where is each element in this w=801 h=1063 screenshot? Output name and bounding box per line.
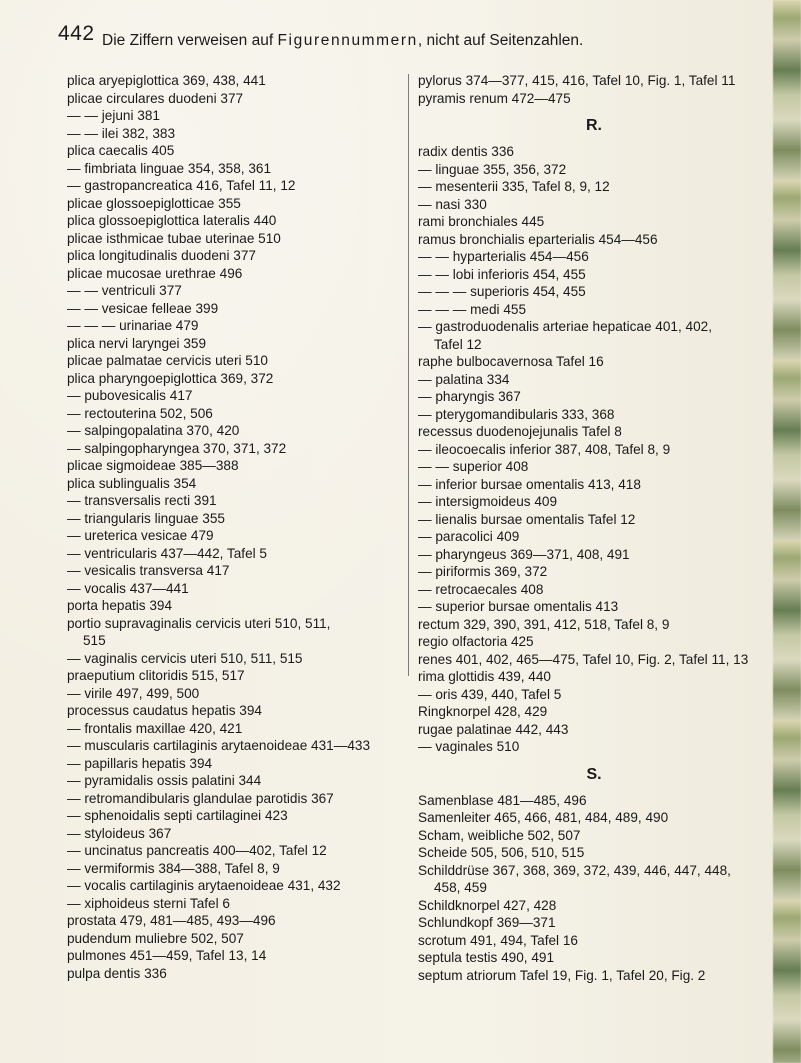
index-entry: pyramis renum 472—475 — [418, 90, 571, 106]
index-entry: — salpingopharyngea 370, 371, 372 — [67, 440, 287, 456]
index-entry: — — jejuni 381 — [67, 108, 160, 123]
index-entry: — pharyngis 367 — [418, 389, 521, 404]
index-entry: — pharyngeus 369—371, 408, 491 — [418, 546, 630, 562]
index-entry: Scheide 505, 506, 510, 515 — [418, 845, 585, 860]
index-entry: plica nervi laryngei 359 — [67, 335, 207, 351]
index-entry: recessus duodenojejunalis Tafel 8 — [418, 424, 622, 439]
index-entry: — vesicalis transversa 417 — [67, 563, 230, 578]
section-s-entries — [418, 792, 770, 985]
index-entry: portio supravaginalis cervicis uteri 510, 511, — [67, 615, 331, 631]
right-column-top-entries — [418, 72, 770, 107]
index-entry: — inferior bursae omentalis 413, 418 — [418, 476, 641, 492]
index-entry: — vocalis cartilaginis arytaenoideae 431, 432 — [67, 878, 341, 893]
index-entry: — palatina 334 — [418, 371, 510, 387]
index-entry: — frontalis maxillae 420, 421 — [67, 720, 243, 736]
index-entry: Samenleiter 465, 466, 481, 484, 489, 490 — [418, 810, 669, 825]
index-entry: — rectouterina 502, 506 — [67, 405, 213, 421]
index-entry: — gastropancreatica 416, Tafel 11, 12 — [67, 178, 296, 193]
index-entry: Samenblase 481—485, 496 — [418, 792, 587, 808]
index-entry: — uncinatus pancreatis 400—402, Tafel 12 — [67, 843, 327, 858]
index-entry: ramus bronchialis eparterialis 454—456 — [418, 231, 658, 247]
index-entry: plicae glossoepiglotticae 355 — [67, 195, 241, 211]
index-entry: porta hepatis 394 — [67, 598, 173, 613]
index-entry: Schildknorpel 427, 428 — [418, 897, 557, 913]
index-entry: plica glossoepiglottica lateralis 440 — [67, 213, 277, 228]
header-caption-start: Die Ziffern verweisen auf — [102, 32, 278, 49]
index-entry: plicae isthmicae tubae uterinae 510 — [67, 230, 281, 246]
index-entry: — — lobi inferioris 454, 455 — [418, 266, 586, 282]
index-entry: — retrocaecales 408 — [418, 581, 544, 597]
index-entry: rami bronchiales 445 — [418, 214, 545, 229]
page-edge-discoloration — [773, 0, 801, 1063]
index-entry: — vaginalis cervicis uteri 510, 511, 515 — [67, 650, 303, 666]
index-entry: — — — medi 455 — [418, 301, 527, 317]
index-entry: Schilddrüse 367, 368, 369, 372, 439, 446, 447, 448, — [418, 862, 731, 878]
index-entry: — vocalis 437—441 — [67, 580, 189, 596]
index-entry: praeputium clitoridis 515, 517 — [67, 668, 245, 683]
index-entry: 458, 459 — [434, 880, 487, 895]
index-entry: pulpa dentis 336 — [67, 965, 167, 981]
index-entry: plica sublingualis 354 — [67, 475, 197, 491]
index-entry: — fimbriata linguae 354, 358, 361 — [67, 160, 272, 176]
index-entry: — nasi 330 — [418, 196, 487, 212]
section-r-entries — [418, 143, 770, 756]
index-entry: pylorus 374—377, 415, 416, Tafel 10, Fig. 1, Tafel 11 — [418, 73, 736, 88]
index-entry: — triangularis linguae 355 — [67, 510, 225, 526]
index-entry: Ringknorpel 428, 429 — [418, 704, 548, 719]
index-entry: — xiphoideus sterni Tafel 6 — [67, 895, 230, 911]
index-entry: plica pharyngoepiglottica 369, 372 — [67, 370, 274, 386]
index-entry: — gastroduodenalis arteriae hepaticae 401, 402, — [418, 319, 712, 334]
index-entry: — — — urinariae 479 — [67, 318, 199, 333]
page-header — [58, 22, 778, 62]
header-caption-end: , nicht auf Seitenzahlen. — [417, 32, 584, 49]
index-entry: — vermiformis 384—388, Tafel 8, 9 — [67, 860, 280, 876]
index-entry: — retromandibularis glandulae parotidis 367 — [67, 790, 334, 806]
index-entry: plicae circulares duodeni 377 — [67, 90, 244, 106]
index-entry: Tafel 12 — [434, 336, 482, 352]
index-entry: — — vesicae felleae 399 — [67, 300, 219, 316]
page-number: 442 — [58, 22, 95, 45]
index-entry: — transversalis recti 391 — [67, 493, 217, 508]
index-entry: — salpingopalatina 370, 420 — [67, 423, 240, 438]
index-entry: — — — superioris 454, 455 — [418, 284, 586, 299]
index-entry: Schlundkopf 369—371 — [418, 915, 556, 930]
index-entry: — pubovesicalis 417 — [67, 388, 193, 403]
index-entry: pulmones 451—459, Tafel 13, 14 — [67, 948, 267, 963]
index-entry: — ileocoecalis inferior 387, 408, Tafel 8, 9 — [418, 441, 671, 457]
index-entry: pudendum muliebre 502, 507 — [67, 930, 244, 946]
index-entry: processus caudatus hepatis 394 — [67, 703, 262, 718]
index-entry: plicae sigmoideae 385—388 — [67, 458, 239, 473]
column-divider — [408, 74, 409, 676]
index-entry: plicae palmatae cervicis uteri 510 — [67, 353, 268, 368]
index-entry: — vaginales 510 — [418, 739, 520, 754]
index-entry: regio olfactoria 425 — [418, 634, 534, 649]
index-entry: plicae mucosae urethrae 496 — [67, 265, 243, 281]
index-entry: — intersigmoideus 409 — [418, 494, 558, 509]
left-index-column — [67, 72, 397, 982]
index-entry: septula testis 490, 491 — [418, 950, 555, 965]
index-entry: — mesenterii 335, Tafel 8, 9, 12 — [418, 179, 610, 194]
index-entry: — sphenoidalis septi cartilaginei 423 — [67, 808, 288, 823]
index-entry: Scham, weibliche 502, 507 — [418, 827, 581, 843]
section-heading-s: S. — [586, 765, 602, 783]
index-entry: 515 — [83, 633, 106, 648]
section-heading-r: R. — [586, 117, 602, 134]
index-entry: — paracolici 409 — [418, 529, 520, 544]
index-entry: septum atriorum Tafel 19, Fig. 1, Tafel 20, Fig. 2 — [418, 967, 706, 983]
index-entry: — pyramidalis ossis palatini 344 — [67, 773, 262, 788]
index-entry: — linguae 355, 356, 372 — [418, 161, 567, 177]
index-entry: — pterygomandibularis 333, 368 — [418, 406, 615, 422]
index-entry: plica longitudinalis duodeni 377 — [67, 248, 256, 263]
index-entry: renes 401, 402, 465—475, Tafel 10, Fig. 2, Tafel 11, 13 — [418, 651, 749, 667]
index-entry: rima glottidis 439, 440 — [418, 669, 551, 684]
index-entry: raphe bulbocavernosa Tafel 16 — [418, 354, 604, 369]
index-entry: — virile 497, 499, 500 — [67, 685, 200, 701]
index-entry: — — hyparterialis 454—456 — [418, 249, 589, 264]
index-entry: — styloideus 367 — [67, 825, 172, 841]
index-entry: prostata 479, 481—485, 493—496 — [67, 913, 276, 928]
index-entry: — superior bursae omentalis 413 — [418, 599, 619, 614]
index-entry: plica aryepiglottica 369, 438, 441 — [67, 73, 266, 88]
index-entry: radix dentis 336 — [418, 144, 514, 159]
index-entry: — papillaris hepatis 394 — [67, 755, 213, 771]
index-entry: — piriformis 369, 372 — [418, 564, 548, 579]
index-entry: — ventricularis 437—442, Tafel 5 — [67, 545, 267, 561]
index-entry: scrotum 491, 494, Tafel 16 — [418, 932, 578, 948]
index-entry: — ureterica vesicae 479 — [67, 528, 214, 543]
index-entry: plica caecalis 405 — [67, 143, 175, 158]
index-entry: rectum 329, 390, 391, 412, 518, Tafel 8, 9 — [418, 616, 670, 632]
right-index-column — [418, 72, 770, 984]
index-entry: — oris 439, 440, Tafel 5 — [418, 686, 562, 702]
header-caption — [102, 32, 583, 50]
index-entry: — lienalis bursae omentalis Tafel 12 — [418, 511, 636, 527]
index-entry: — muscularis cartilaginis arytaenoideae 431—433 — [67, 738, 370, 753]
index-entry: — — ilei 382, 383 — [67, 125, 176, 141]
index-entry: — — ventriculi 377 — [67, 283, 182, 298]
header-caption-emphasis: Figurennummern — [277, 32, 418, 49]
index-entry: — — superior 408 — [418, 459, 529, 474]
index-entry: rugae palatinae 442, 443 — [418, 721, 569, 737]
